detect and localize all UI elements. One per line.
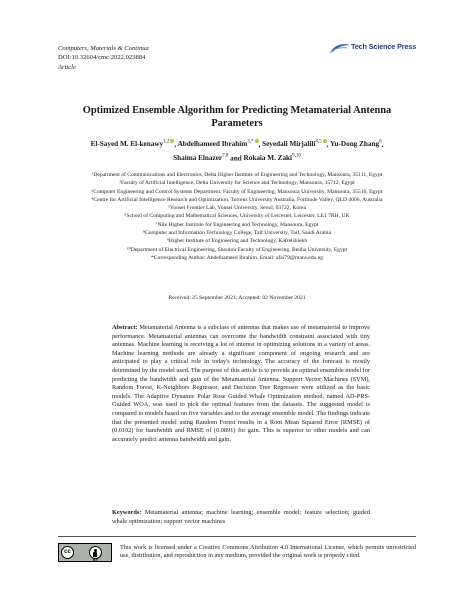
keywords (112, 509, 370, 526)
affiliation: ³Computer Engineering and Control Systems Department, Faculty of Engineering, Mansoura University, Mansoura, 35516, Egypt (91, 188, 383, 195)
orcid-icon[interactable] (170, 139, 174, 143)
creative-commons-icon: cc (61, 546, 74, 559)
journal-name: Computers, Materials & Continua (58, 45, 149, 52)
article-type: Article (58, 64, 76, 71)
author: Rokaia M. Zaki$^{9,10}$ (243, 153, 301, 163)
corresponding-author: *Corresponding Author: Abdelhameed Ibrahim. Email: afai79@mans.edu.eg (151, 254, 323, 261)
affiliation: ¹Department of Communications and Electronics, Delta Higher Institute of Engineering and Technology, Mansoura, 35111, Egypt (91, 172, 383, 178)
license-text: This work is licensed under a Creative Commons Attribution 4.0 International License, which permits unrestricted use, distribution, and reproduction in any medium, provided the original work is properly cited. (120, 544, 416, 560)
orcid-icon[interactable] (255, 139, 259, 143)
author: Shaima Elnazer$^{7,8}$ (173, 153, 229, 163)
author-list: El-Sayed M. El-kenawy$^{1,2}$ , Abdelhameed Ibrahim$^{3,*}$ , Seyedali Mirjalili$^{4,5}$ , Yu-Dong Zhang$^6$, Shaima Elnazer$^{7,8}$ and Rokaia M. Zaki$^{9,10}$ (90, 140, 384, 163)
author: Yu-Dong Zhang$^6$ (329, 140, 382, 149)
by-label: BY (93, 558, 98, 562)
affiliation: ⁸Computer and Information Technology College, Taif University, Taif, Saudi Arabia (142, 230, 332, 237)
author: Abdelhameed Ibrahim$^{3,*}$ (178, 140, 259, 148)
keywords-text: Metamaterial antenna; machine learning; ensemble model; feature selection; guided whale optimization; support vector machines (112, 509, 371, 525)
received-accepted-dates: Received: 25 September 2021; Accepted: 02 November 2021 (168, 295, 306, 301)
affiliations (58, 171, 416, 262)
publisher-logo (329, 41, 421, 53)
author: Seyedali Mirjalili$^{4,5}$ (262, 140, 327, 148)
abstract-label: Abstract: (112, 324, 138, 331)
publisher-swoosh-icon (329, 42, 351, 54)
affiliation: ⁵Yonsei Frontier Lab, Yonsei University, Seoul, 03722, Korea (167, 205, 307, 212)
footer-divider (58, 536, 416, 537)
publisher-name: Tech Science Press (351, 42, 417, 51)
affiliation: ⁶School of Computing and Mathematical Sciences, University of Leicester, Leicester, LE1 7RH, UK (124, 213, 350, 220)
affiliation: ⁹Higher Institute of Engineering and Technology, Kafrelshiekh (166, 238, 308, 245)
affiliation: ⁷Nile Higher Institute for Engineering and Technology, Mansoura, Egypt (155, 221, 319, 228)
affiliation: ¹⁰Department of Electrical Engineering, Shoubra Faculty of Engineering, Benha University, Egypt (126, 246, 348, 253)
abstract-text: Metamaterial Antenna is a subclass of antennas that makes use of metamaterial to improve performance. Metamaterial antennas can overcome the bandwidth constraint associated with tiny antennas. Machine learning is receiving a lot of interest in optimizing solutions in a variety of areas. Machine learning methods are already a significant component of ongoing research and are anticipated to play a critical role in today's technology. The accuracy of the forecast is mostly determined by the model used. The purpose of this article is to provide an optimal ensemble model for predicting the bandwidth and gain of the Metamaterial Antenna. Support Vector Machines (SVM), Random Forest, K-Neighbors Regressor, and Decision Tree Regressor were utilized as the basic models. The Adaptive Dynamic Polar Rose Guided Whale Optimization method, named AD-PRS-Guided WOA, was used to pick the optimal features from the datasets. The suggested model is compared to models based on five variables and to the average ensemble model. The findings indicate that the presented model using Random Forest results in a Root Mean Squared Error (RMSE) of (0.0102) for bandwidth and RMSE of (0.0891) for gain. This is superior to other models and can accurately predict antenna bandwidth and gain. (112, 324, 370, 443)
author: El-Sayed M. El-kenawy$^{1,2}$ (91, 140, 175, 148)
affiliation: ⁴Centre for Artificial Intelligence Research and Optimization, Torrens University Australia, Fortitude Valley, QLD 4006, Australia (91, 196, 383, 203)
abstract (112, 324, 370, 444)
affiliation: ²Faculty of Artificial Intelligence, Delta University for Science and Technology, Mansoura, 35712, Egypt (119, 180, 355, 187)
keywords-label: Keywords: (112, 509, 142, 516)
doi: DOI:10.32604/cmc.2022.023884 (58, 54, 146, 61)
orcid-icon[interactable] (323, 139, 327, 143)
cc-by-license-badge[interactable] (58, 543, 112, 562)
paper-title: Optimized Ensemble Algorithm for Predicting Metamaterial Antenna Parameters (82, 105, 392, 129)
